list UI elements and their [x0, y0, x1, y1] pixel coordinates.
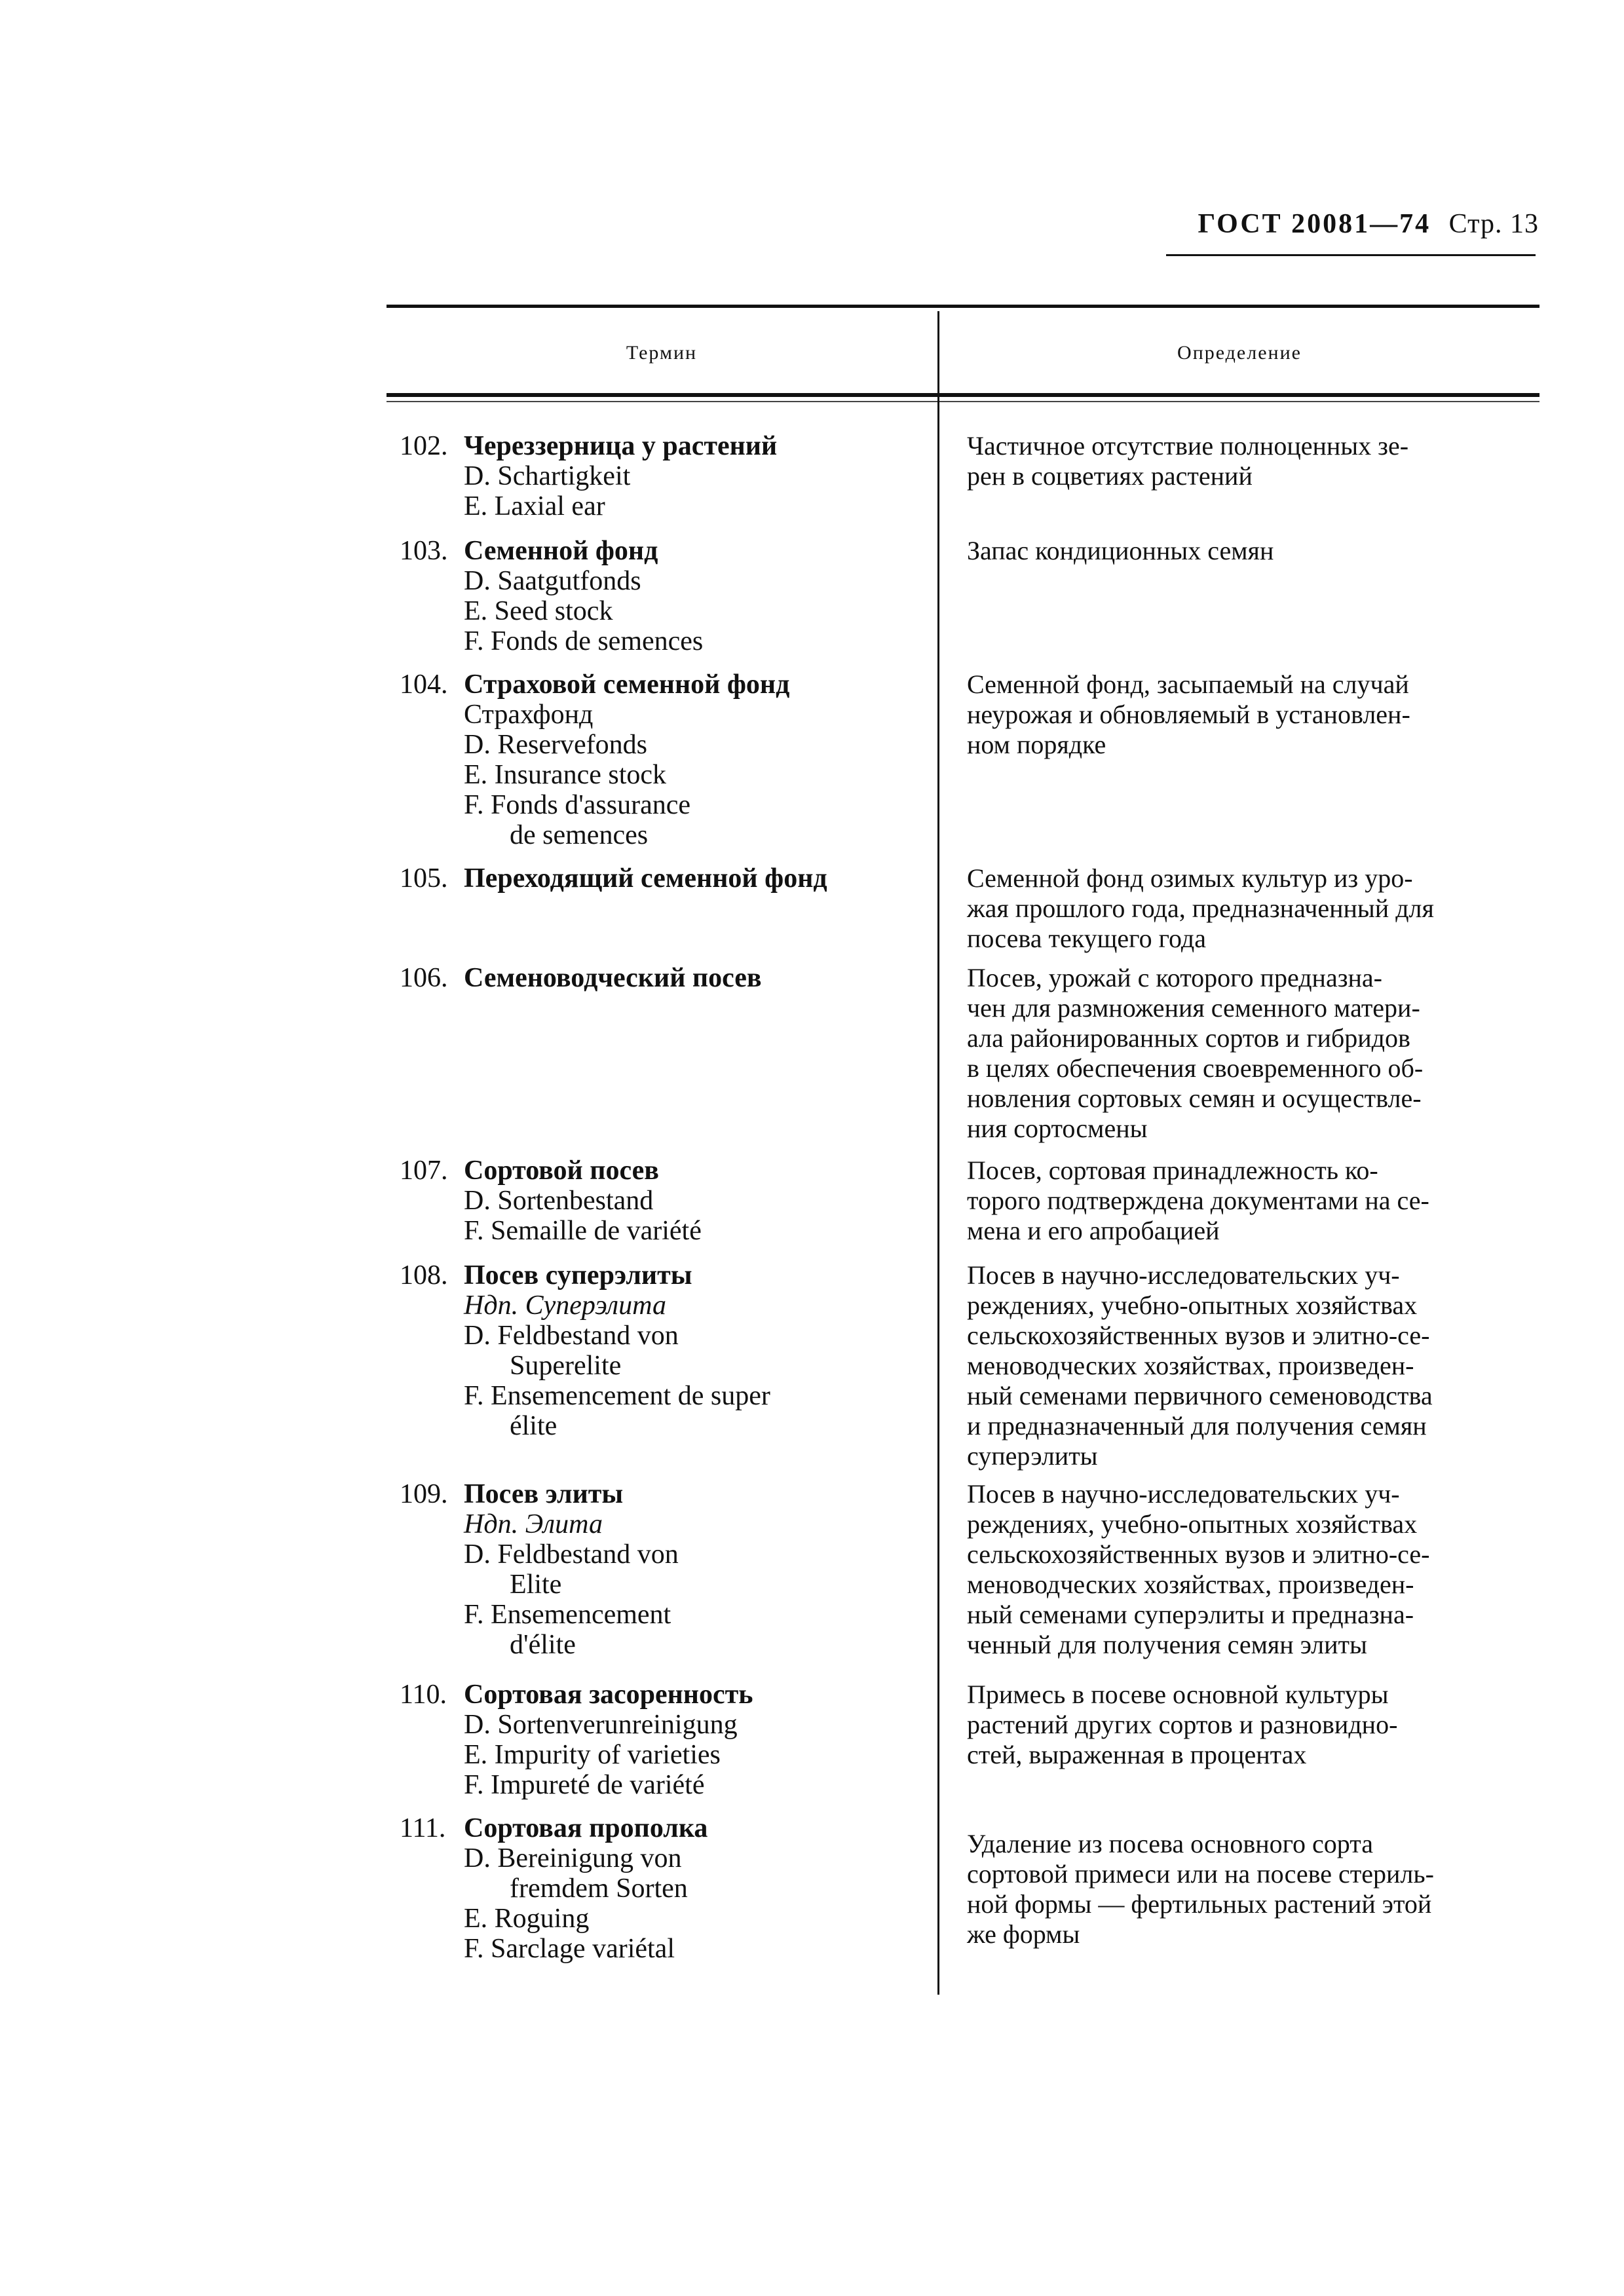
term-synonym: d'élite [510, 1630, 576, 1660]
definition-line: ала районированных сортов и гибридов [967, 1023, 1410, 1053]
definition-line: Частичное отсутствие полноценных зе- [967, 431, 1409, 461]
definition-line: Примесь в посеве основной культуры [967, 1680, 1389, 1709]
definition-line: ный семенами первичного семеноводства [967, 1381, 1433, 1410]
definition-cell [967, 431, 1557, 491]
entry-number: 103. [400, 536, 448, 566]
definition-line: новления сортовых семян и осуществле- [967, 1083, 1422, 1113]
entry-number: 104. [400, 669, 448, 700]
term-synonym: D. Feldbestand von [464, 1321, 679, 1351]
definition-line: ный семенами суперэлиты и предназна- [967, 1600, 1414, 1629]
term-synonym: E. Seed stock [464, 596, 613, 626]
header-bottom-rule [387, 393, 1539, 397]
term-not-recommended: Ндп. Элита [464, 1509, 603, 1539]
definition-line: меноводческих хозяйствах, произведен- [967, 1351, 1414, 1380]
term-synonym: fremdem Sorten [510, 1873, 688, 1904]
term-synonym: F. Fonds d'assurance [464, 790, 691, 820]
definition-cell [967, 1260, 1557, 1471]
term-synonym: Elite [510, 1570, 562, 1600]
definition-line: ния сортосмены [967, 1114, 1148, 1143]
term-name: Страховой семенной фонд [464, 669, 790, 700]
definition-cell [967, 963, 1557, 1144]
term-synonym: F. Fonds de semences [464, 626, 704, 656]
definition-line: мена и его апробацией [967, 1216, 1220, 1245]
term-synonym: D. Schartigkeit [464, 461, 631, 491]
definition-cell [967, 863, 1557, 954]
definition-line: Посев, урожай с которого предназна- [967, 963, 1382, 992]
definition-line: реждениях, учебно-опытных хозяйствах [967, 1290, 1418, 1320]
term-synonym: D. Reservefonds [464, 730, 647, 760]
term-synonym: E. Insurance stock [464, 760, 667, 790]
term-name: Сортовая засоренность [464, 1680, 753, 1710]
definition-line: посева текущего года [967, 924, 1206, 953]
definition-cell [967, 1479, 1557, 1660]
term-synonym: D. Feldbestand von [464, 1539, 679, 1570]
definition-line: же формы [967, 1919, 1080, 1949]
entry-number: 111. [400, 1813, 446, 1843]
definition-line: суперэлиты [967, 1441, 1098, 1471]
table-top-rule [387, 305, 1539, 308]
term-synonym: Superelite [510, 1351, 622, 1381]
term-synonym: F. Ensemencement [464, 1600, 671, 1630]
definition-line: Посев в научно-исследовательских уч- [967, 1260, 1400, 1290]
definition-cell [967, 1829, 1557, 1949]
definition-line: чен для размножения семенного матери- [967, 993, 1420, 1023]
term-synonym: F. Ensemencement de super [464, 1381, 770, 1411]
term-name: Переходящий семенной фонд [464, 863, 827, 894]
entry-number: 106. [400, 963, 448, 993]
term-name: Семенной фонд [464, 536, 658, 566]
column-header-definition: Определение [1177, 342, 1302, 364]
definition-cell [967, 1156, 1557, 1246]
header-bottom-rule-thin [387, 401, 1539, 402]
definition-line: рен в соцветиях растений [967, 461, 1253, 491]
definition-line: ной формы — фертильных растений этой [967, 1889, 1432, 1919]
term-name: Семеноводческий посев [464, 963, 762, 993]
definition-line: жая прошлого года, предназначенный для [967, 894, 1434, 923]
entry-number: 110. [400, 1680, 447, 1710]
page-header [1198, 208, 1539, 240]
entry-number: 107. [400, 1156, 448, 1186]
definition-line: меноводческих хозяйствах, произведен- [967, 1570, 1414, 1599]
definition-line: торого подтверждена документами на се- [967, 1186, 1429, 1215]
definition-line: сортовой примеси или на посеве стериль- [967, 1859, 1434, 1889]
term-synonym: élite [510, 1411, 557, 1441]
definition-line: реждениях, учебно-опытных хозяйствах [967, 1509, 1418, 1539]
column-divider [937, 311, 939, 1995]
term-synonym: D. Sortenbestand [464, 1186, 654, 1216]
term-synonym: D. Bereinigung von [464, 1843, 682, 1873]
term-name: Череззерница у растений [464, 431, 778, 461]
definition-line: ченный для получения семян элиты [967, 1630, 1367, 1659]
term-synonym: Страхфонд [464, 700, 594, 730]
definition-line: растений других сортов и разновидно- [967, 1710, 1398, 1739]
column-header-term: Термин [626, 342, 698, 364]
term-synonym: D. Saatgutfonds [464, 566, 641, 596]
definition-cell [967, 1680, 1557, 1770]
term-synonym: F. Impureté de variété [464, 1770, 705, 1800]
entry-number: 105. [400, 863, 448, 894]
definition-line: сельскохозяйственных вузов и элитно-се- [967, 1539, 1430, 1569]
term-synonym: E. Roguing [464, 1904, 590, 1934]
entry-number: 109. [400, 1479, 448, 1509]
definition-line: Посев в научно-исследовательских уч- [967, 1479, 1400, 1509]
term-synonym: F. Sarclage variétal [464, 1934, 675, 1964]
term-synonym: F. Semaille de variété [464, 1216, 702, 1246]
term-synonym: de semences [510, 820, 649, 850]
term-synonym: E. Laxial ear [464, 491, 605, 521]
term-name: Посев суперэлиты [464, 1260, 692, 1290]
definition-cell [967, 536, 1557, 566]
term-synonym: E. Impurity of varieties [464, 1740, 721, 1770]
definition-line: неурожая и обновляемый в установлен- [967, 700, 1410, 729]
definition-line: Семенной фонд, засыпаемый на случай [967, 669, 1409, 699]
definition-line: в целях обеспечения своевременного об- [967, 1053, 1424, 1083]
standard-number: ГОСТ 20081—74 [1198, 209, 1431, 239]
definition-line: и предназначенный для получения семян [967, 1411, 1427, 1440]
term-name: Сортовая прополка [464, 1813, 708, 1843]
definition-line: Семенной фонд озимых культур из уро- [967, 863, 1413, 893]
definition-cell [967, 669, 1557, 760]
definition-line: стей, выраженная в процентах [967, 1740, 1307, 1769]
definition-line: Посев, сортовая принадлежность ко- [967, 1156, 1378, 1185]
definition-line: Запас кондиционных семян [967, 536, 1274, 565]
term-name: Сортовой посев [464, 1156, 659, 1186]
definition-line: Удаление из посева основного сорта [967, 1829, 1373, 1858]
term-synonym: D. Sortenverunreinigung [464, 1710, 738, 1740]
header-rule [1166, 254, 1536, 256]
definition-line: сельскохозяйственных вузов и элитно-се- [967, 1321, 1430, 1350]
term-name: Посев элиты [464, 1479, 624, 1509]
entry-number: 102. [400, 431, 448, 461]
definition-line: ном порядке [967, 730, 1106, 759]
term-not-recommended: Ндп. Суперэлита [464, 1290, 666, 1321]
entry-number: 108. [400, 1260, 448, 1290]
page-number: Стр. 13 [1448, 209, 1539, 239]
